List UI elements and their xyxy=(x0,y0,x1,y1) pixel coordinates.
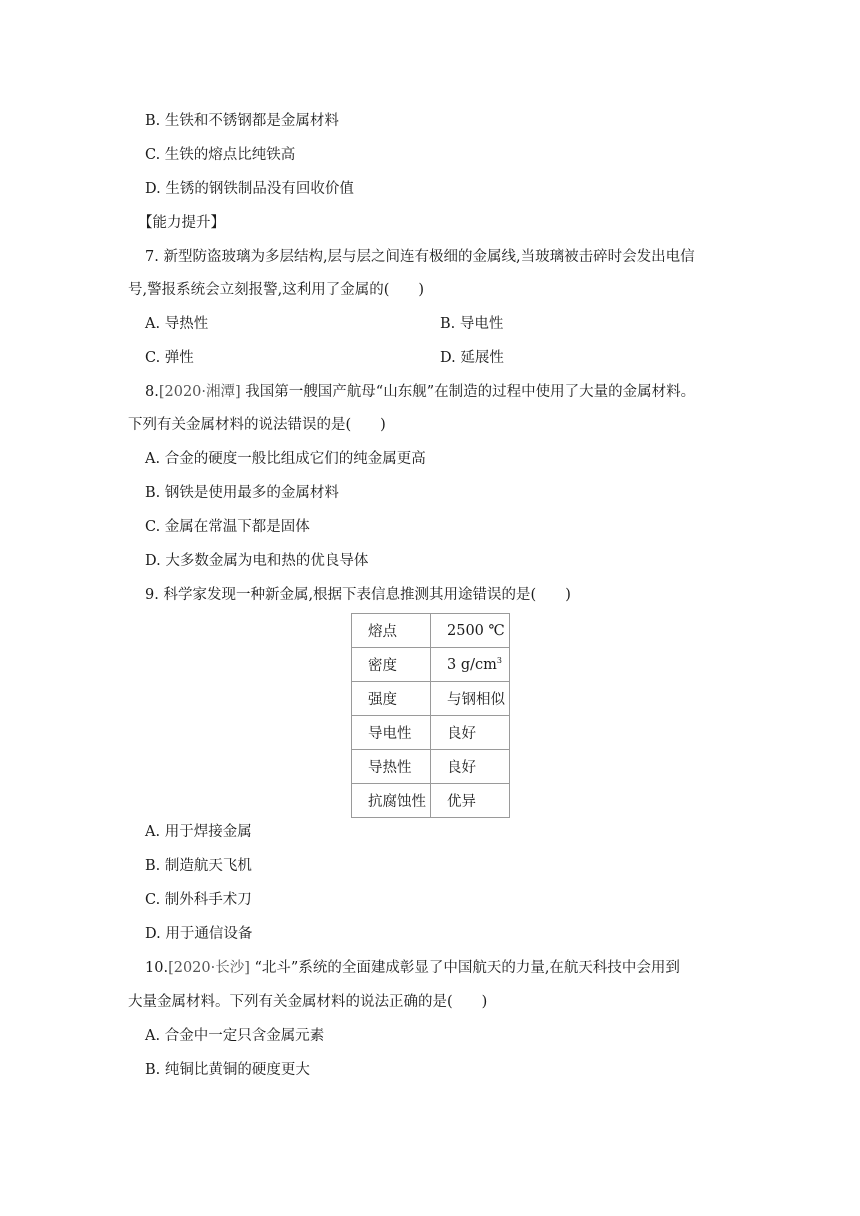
table-cell-value: 优异 xyxy=(431,784,510,818)
table-row xyxy=(352,716,510,750)
table-cell-prop: 导热性 xyxy=(352,750,431,784)
q7-option-b: B. 导电性 xyxy=(440,316,504,332)
q8-number: 8. xyxy=(145,384,159,400)
table-cell-value xyxy=(431,648,510,682)
q10-stem-line1 xyxy=(145,958,680,978)
q7-stem-line2: 号,警报系统会立刻报警,这利用了金属的( ) xyxy=(128,282,425,298)
q6-option-c: C. 生铁的熔点比纯铁高 xyxy=(145,147,296,163)
table-row xyxy=(352,784,510,818)
table-cell-prop: 抗腐蚀性 xyxy=(352,784,431,818)
table-row xyxy=(352,648,510,682)
q7-option-a: A. 导热性 xyxy=(145,316,209,332)
q8-option-d: D. 大多数金属为电和热的优良导体 xyxy=(145,553,369,569)
q7-option-c: C. 弹性 xyxy=(145,350,194,366)
table-cell-prop: 密度 xyxy=(352,648,431,682)
q8-option-c: C. 金属在常温下都是固体 xyxy=(145,519,310,535)
q6-option-b: B. 生铁和不锈钢都是金属材料 xyxy=(145,113,339,129)
q9-stem: 9. 科学家发现一种新金属,根据下表信息推测其用途错误的是( ) xyxy=(145,587,571,603)
table-row xyxy=(352,614,510,648)
q10-stem-text: “北斗”系统的全面建成彰显了中国航天的力量,在航天科技中会用到 xyxy=(254,960,680,976)
table-cell-value: 与钢相似 xyxy=(431,682,510,716)
density-exponent: 3 xyxy=(496,656,502,665)
q10-stem-line2: 大量金属材料。下列有关金属材料的说法正确的是( ) xyxy=(128,994,488,1010)
table-cell-value: 良好 xyxy=(431,716,510,750)
q8-option-a: A. 合金的硬度一般比组成它们的纯金属更高 xyxy=(145,451,426,467)
table-cell-value: 良好 xyxy=(431,750,510,784)
q8-source: [2020·湘潭] xyxy=(158,384,241,400)
q10-option-a: A. 合金中一定只含金属元素 xyxy=(145,1028,325,1044)
section-heading: 【能力提升】 xyxy=(138,215,225,231)
table-cell-prop: 强度 xyxy=(352,682,431,716)
table-row xyxy=(352,750,510,784)
q9-option-c: C. 制外科手术刀 xyxy=(145,892,252,908)
q8-option-b: B. 钢铁是使用最多的金属材料 xyxy=(145,485,339,501)
density-value: 3 g/cm xyxy=(447,657,497,673)
q9-option-b: B. 制造航天飞机 xyxy=(145,858,252,874)
table-cell-value: 2500 ℃ xyxy=(431,614,510,648)
q8-stem-line1 xyxy=(145,382,695,402)
q9-option-d: D. 用于通信设备 xyxy=(145,926,253,942)
table-cell-prop: 导电性 xyxy=(352,716,431,750)
q7-stem-line1: 7. 新型防盗玻璃为多层结构,层与层之间连有极细的金属线,当玻璃被击碎时会发出电信 xyxy=(145,249,695,265)
q8-stem-line2: 下列有关金属材料的说法错误的是( ) xyxy=(128,417,386,433)
q6-option-d: D. 生锈的钢铁制品没有回收价值 xyxy=(145,181,354,197)
q9-option-a: A. 用于焊接金属 xyxy=(145,824,252,840)
q10-source: [2020·长沙] xyxy=(168,960,250,976)
table-row xyxy=(352,682,510,716)
q7-option-d: D. 延展性 xyxy=(440,350,504,366)
q8-stem-text: 我国第一艘国产航母“山东舰”在制造的过程中使用了大量的金属材料。 xyxy=(245,384,696,400)
properties-table xyxy=(351,613,510,818)
q10-option-b: B. 纯铜比黄铜的硬度更大 xyxy=(145,1062,310,1078)
q10-number: 10. xyxy=(145,960,169,976)
table-cell-prop: 熔点 xyxy=(352,614,431,648)
